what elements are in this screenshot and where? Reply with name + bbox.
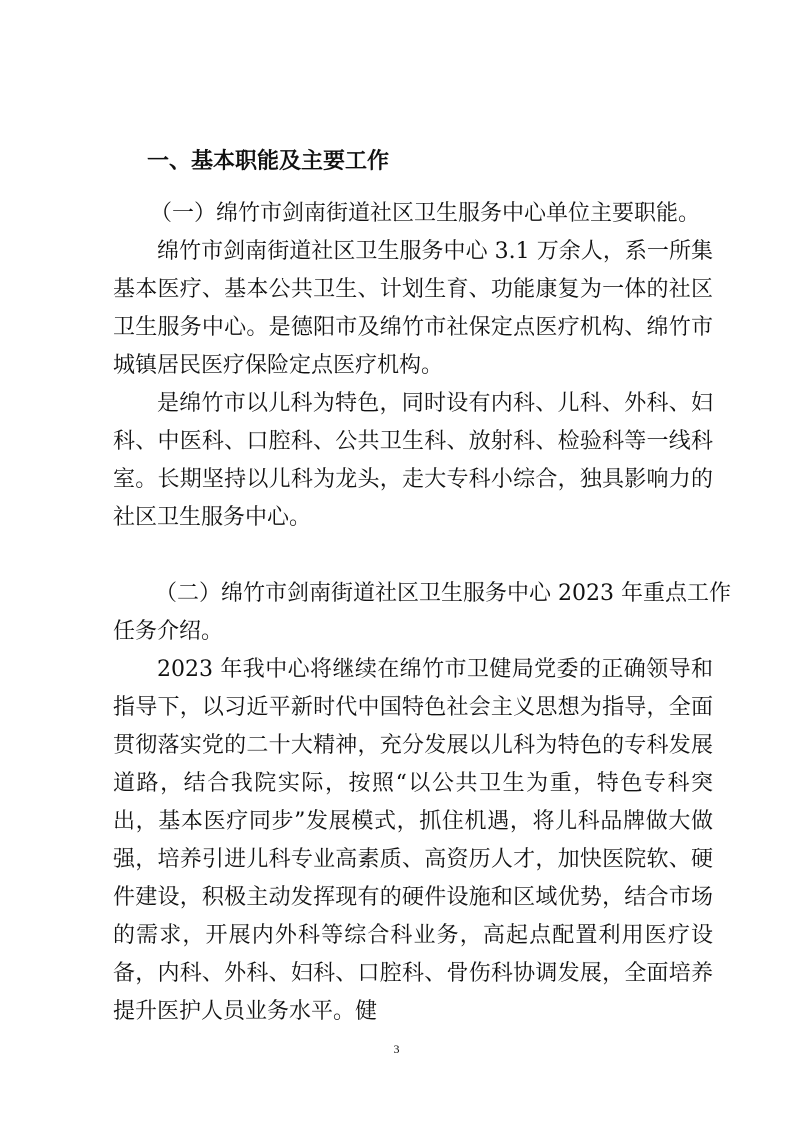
paragraph-3: 2023 年我中心将继续在绵竹市卫健局党委的正确领导和指导下，以习近平新时代中国特色社会主义思想为指导，全面贯彻落实党的二十大精神，充分发展以儿科为特色的专科发展道路，结合我院实际，按照“以公共卫生为重，特色专科突出，基本医疗同步”发展模式，抓住机遇，将儿科品牌做大做强，培养引进儿科专业高素质、高资历人才，加快医院软、硬件建设，积极主动发挥现有的硬件设施和区域优势，结合市场的需求，开展内外科等综合科业务，高起点配置利用医疗设备，内科、外科、妇科、口腔科、骨伤科协调发展，全面培养提升医护人员业务水平。健 xyxy=(113,657,713,1024)
page-number: 3 xyxy=(393,1042,400,1056)
paragraph-1: 绵竹市剑南街道社区卫生服务中心 3.1 万余人，系一所集基本医疗、基本公共卫生、计划生育、功能康复为一体的社区卫生服务中心。是德阳市及绵竹市社保定点医疗机构、绵竹市城镇居民医疗保险定点医疗机构。 xyxy=(113,239,713,378)
paragraph-2: 是绵竹市以儿科为特色，同时设有内科、儿科、外科、妇科、中医科、口腔科、公共卫生科、放射科、检验科等一线科室。长期坚持以儿科为龙头，走大专科小综合，独具影响力的社区卫生服务中心。 xyxy=(113,391,713,530)
subsection-heading-1: （一）绵竹市剑南街道社区卫生服务中心单位主要职能。 xyxy=(150,201,701,226)
section-heading: 一、基本职能及主要工作 xyxy=(147,149,390,174)
subsection-heading-2-line2: 任务介绍。 xyxy=(113,619,224,644)
subsection-heading-2-line1: （二）绵竹市剑南街道社区卫生服务中心 2023 年重点工作 xyxy=(155,581,731,606)
